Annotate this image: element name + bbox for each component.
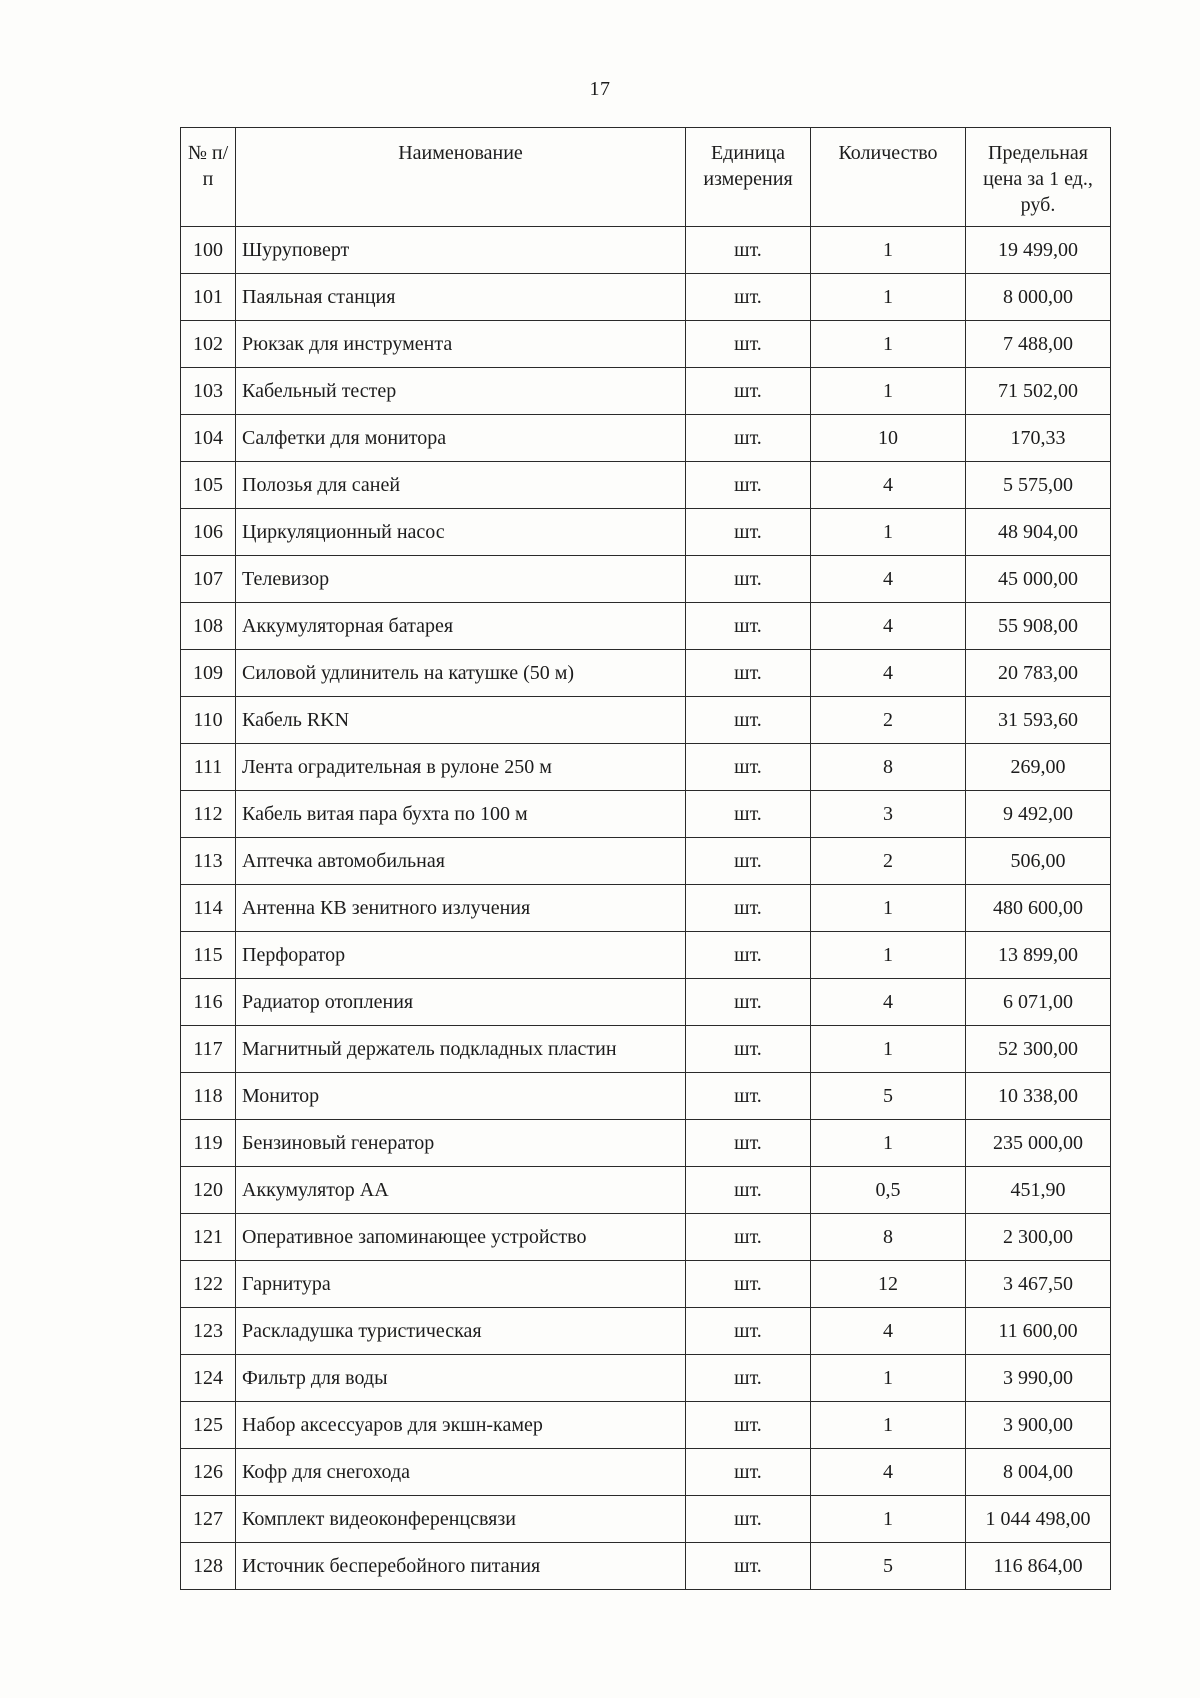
table-row — [181, 509, 1111, 556]
item-quantity: 1 — [811, 227, 966, 274]
table-row — [181, 979, 1111, 1026]
header-qty: Количество — [811, 128, 966, 227]
row-number: 106 — [181, 509, 236, 556]
item-quantity: 1 — [811, 509, 966, 556]
item-quantity: 1 — [811, 885, 966, 932]
row-number: 107 — [181, 556, 236, 603]
table-row — [181, 556, 1111, 603]
item-unit: шт. — [686, 603, 811, 650]
row-number: 121 — [181, 1214, 236, 1261]
item-name: Аккумуляторная батарея — [236, 603, 686, 650]
page-number: 17 — [589, 78, 611, 100]
item-unit: шт. — [686, 885, 811, 932]
table-row — [181, 1026, 1111, 1073]
item-name: Аккумулятор АА — [236, 1167, 686, 1214]
item-unit: шт. — [686, 509, 811, 556]
row-number: 104 — [181, 415, 236, 462]
row-number: 102 — [181, 321, 236, 368]
header-num: № п/п — [181, 128, 236, 227]
item-quantity: 0,5 — [811, 1167, 966, 1214]
row-number: 119 — [181, 1120, 236, 1167]
item-name: Магнитный держатель подкладных пластин — [236, 1026, 686, 1073]
table-row — [181, 1073, 1111, 1120]
item-quantity: 4 — [811, 556, 966, 603]
row-number: 110 — [181, 697, 236, 744]
price-table — [180, 127, 1111, 1590]
item-quantity: 4 — [811, 1308, 966, 1355]
table-row — [181, 885, 1111, 932]
row-number: 103 — [181, 368, 236, 415]
item-price: 1 044 498,00 — [966, 1496, 1111, 1543]
table-row — [181, 1261, 1111, 1308]
item-name: Силовой удлинитель на катушке (50 м) — [236, 650, 686, 697]
item-name: Рюкзак для инструмента — [236, 321, 686, 368]
item-unit: шт. — [686, 1308, 811, 1355]
item-name: Полозья для саней — [236, 462, 686, 509]
row-number: 122 — [181, 1261, 236, 1308]
table-row — [181, 462, 1111, 509]
table-row — [181, 932, 1111, 979]
table-row — [181, 415, 1111, 462]
item-unit: шт. — [686, 274, 811, 321]
item-price: 55 908,00 — [966, 603, 1111, 650]
table-row — [181, 1120, 1111, 1167]
item-name: Шуруповерт — [236, 227, 686, 274]
item-unit: шт. — [686, 1449, 811, 1496]
row-number: 108 — [181, 603, 236, 650]
table-row — [181, 321, 1111, 368]
item-price: 71 502,00 — [966, 368, 1111, 415]
item-unit: шт. — [686, 1543, 811, 1590]
row-number: 118 — [181, 1073, 236, 1120]
item-price: 116 864,00 — [966, 1543, 1111, 1590]
row-number: 120 — [181, 1167, 236, 1214]
item-name: Лента оградительная в рулоне 250 м — [236, 744, 686, 791]
item-quantity: 1 — [811, 1402, 966, 1449]
item-quantity: 10 — [811, 415, 966, 462]
row-number: 112 — [181, 791, 236, 838]
header-name: Наименование — [236, 128, 686, 227]
header-price: Предельная цена за 1 ед., руб. — [966, 128, 1111, 227]
item-price: 31 593,60 — [966, 697, 1111, 744]
item-unit: шт. — [686, 321, 811, 368]
item-name: Кабель RKN — [236, 697, 686, 744]
item-unit: шт. — [686, 1167, 811, 1214]
item-unit: шт. — [686, 791, 811, 838]
item-name: Источник бесперебойного питания — [236, 1543, 686, 1590]
table-row — [181, 744, 1111, 791]
item-unit: шт. — [686, 1402, 811, 1449]
table-row — [181, 1167, 1111, 1214]
item-quantity: 1 — [811, 321, 966, 368]
item-quantity: 1 — [811, 368, 966, 415]
row-number: 109 — [181, 650, 236, 697]
item-price: 170,33 — [966, 415, 1111, 462]
item-name: Монитор — [236, 1073, 686, 1120]
item-name: Бензиновый генератор — [236, 1120, 686, 1167]
item-quantity: 2 — [811, 838, 966, 885]
item-price: 48 904,00 — [966, 509, 1111, 556]
item-unit: шт. — [686, 415, 811, 462]
item-name: Перфоратор — [236, 932, 686, 979]
row-number: 113 — [181, 838, 236, 885]
item-quantity: 5 — [811, 1073, 966, 1120]
item-unit: шт. — [686, 979, 811, 1026]
item-quantity: 1 — [811, 932, 966, 979]
item-price: 45 000,00 — [966, 556, 1111, 603]
item-quantity: 1 — [811, 1496, 966, 1543]
table-row — [181, 1496, 1111, 1543]
row-number: 127 — [181, 1496, 236, 1543]
item-name: Оперативное запоминающее устройство — [236, 1214, 686, 1261]
item-price: 19 499,00 — [966, 227, 1111, 274]
table-header-row — [181, 128, 1111, 227]
table-body — [181, 227, 1111, 1590]
table-row — [181, 650, 1111, 697]
item-unit: шт. — [686, 1120, 811, 1167]
item-quantity: 2 — [811, 697, 966, 744]
item-price: 9 492,00 — [966, 791, 1111, 838]
item-price: 480 600,00 — [966, 885, 1111, 932]
item-price: 3 900,00 — [966, 1402, 1111, 1449]
row-number: 105 — [181, 462, 236, 509]
item-name: Телевизор — [236, 556, 686, 603]
table-row — [181, 791, 1111, 838]
item-price: 2 300,00 — [966, 1214, 1111, 1261]
table-row — [181, 368, 1111, 415]
item-price: 235 000,00 — [966, 1120, 1111, 1167]
row-number: 101 — [181, 274, 236, 321]
item-name: Салфетки для монитора — [236, 415, 686, 462]
item-price: 20 783,00 — [966, 650, 1111, 697]
item-quantity: 8 — [811, 744, 966, 791]
row-number: 115 — [181, 932, 236, 979]
item-unit: шт. — [686, 1261, 811, 1308]
row-number: 126 — [181, 1449, 236, 1496]
item-quantity: 3 — [811, 791, 966, 838]
item-name: Раскладушка туристическая — [236, 1308, 686, 1355]
item-price: 6 071,00 — [966, 979, 1111, 1026]
item-quantity: 1 — [811, 1355, 966, 1402]
item-quantity: 4 — [811, 603, 966, 650]
item-name: Радиатор отопления — [236, 979, 686, 1026]
item-quantity: 1 — [811, 274, 966, 321]
item-price: 8 004,00 — [966, 1449, 1111, 1496]
item-price: 506,00 — [966, 838, 1111, 885]
item-name: Кабельный тестер — [236, 368, 686, 415]
item-price: 5 575,00 — [966, 462, 1111, 509]
item-price: 269,00 — [966, 744, 1111, 791]
item-quantity: 1 — [811, 1120, 966, 1167]
item-name: Паяльная станция — [236, 274, 686, 321]
item-price: 7 488,00 — [966, 321, 1111, 368]
item-unit: шт. — [686, 1214, 811, 1261]
item-price: 8 000,00 — [966, 274, 1111, 321]
item-quantity: 4 — [811, 1449, 966, 1496]
item-name: Кофр для снегохода — [236, 1449, 686, 1496]
item-name: Циркуляционный насос — [236, 509, 686, 556]
table-row — [181, 1355, 1111, 1402]
table-row — [181, 227, 1111, 274]
table-row — [181, 1543, 1111, 1590]
item-price: 10 338,00 — [966, 1073, 1111, 1120]
item-unit: шт. — [686, 744, 811, 791]
header-unit: Единица измерения — [686, 128, 811, 227]
item-name: Фильтр для воды — [236, 1355, 686, 1402]
item-unit: шт. — [686, 932, 811, 979]
table-row — [181, 1449, 1111, 1496]
row-number: 124 — [181, 1355, 236, 1402]
item-quantity: 4 — [811, 462, 966, 509]
item-price: 13 899,00 — [966, 932, 1111, 979]
item-unit: шт. — [686, 697, 811, 744]
row-number: 125 — [181, 1402, 236, 1449]
table-row — [181, 1308, 1111, 1355]
item-unit: шт. — [686, 368, 811, 415]
table-row — [181, 697, 1111, 744]
item-unit: шт. — [686, 556, 811, 603]
row-number: 117 — [181, 1026, 236, 1073]
row-number: 123 — [181, 1308, 236, 1355]
row-number: 114 — [181, 885, 236, 932]
item-price: 52 300,00 — [966, 1026, 1111, 1073]
item-quantity: 5 — [811, 1543, 966, 1590]
row-number: 100 — [181, 227, 236, 274]
item-name: Набор аксессуаров для экшн-камер — [236, 1402, 686, 1449]
item-price: 11 600,00 — [966, 1308, 1111, 1355]
item-price: 3 467,50 — [966, 1261, 1111, 1308]
row-number: 111 — [181, 744, 236, 791]
item-quantity: 4 — [811, 650, 966, 697]
item-unit: шт. — [686, 1496, 811, 1543]
item-unit: шт. — [686, 838, 811, 885]
item-name: Аптечка автомобильная — [236, 838, 686, 885]
row-number: 128 — [181, 1543, 236, 1590]
item-unit: шт. — [686, 1073, 811, 1120]
item-quantity: 1 — [811, 1026, 966, 1073]
item-unit: шт. — [686, 1355, 811, 1402]
table-row — [181, 838, 1111, 885]
item-unit: шт. — [686, 650, 811, 697]
item-name: Антенна КВ зенитного излучения — [236, 885, 686, 932]
row-number: 116 — [181, 979, 236, 1026]
item-quantity: 8 — [811, 1214, 966, 1261]
table-row — [181, 603, 1111, 650]
table-row — [181, 274, 1111, 321]
item-quantity: 12 — [811, 1261, 966, 1308]
table-row — [181, 1214, 1111, 1261]
item-price: 3 990,00 — [966, 1355, 1111, 1402]
table-row — [181, 1402, 1111, 1449]
item-unit: шт. — [686, 462, 811, 509]
item-unit: шт. — [686, 1026, 811, 1073]
item-name: Кабель витая пара бухта по 100 м — [236, 791, 686, 838]
item-name: Комплект видеоконференцсвязи — [236, 1496, 686, 1543]
item-quantity: 4 — [811, 979, 966, 1026]
item-unit: шт. — [686, 227, 811, 274]
item-name: Гарнитура — [236, 1261, 686, 1308]
item-price: 451,90 — [966, 1167, 1111, 1214]
